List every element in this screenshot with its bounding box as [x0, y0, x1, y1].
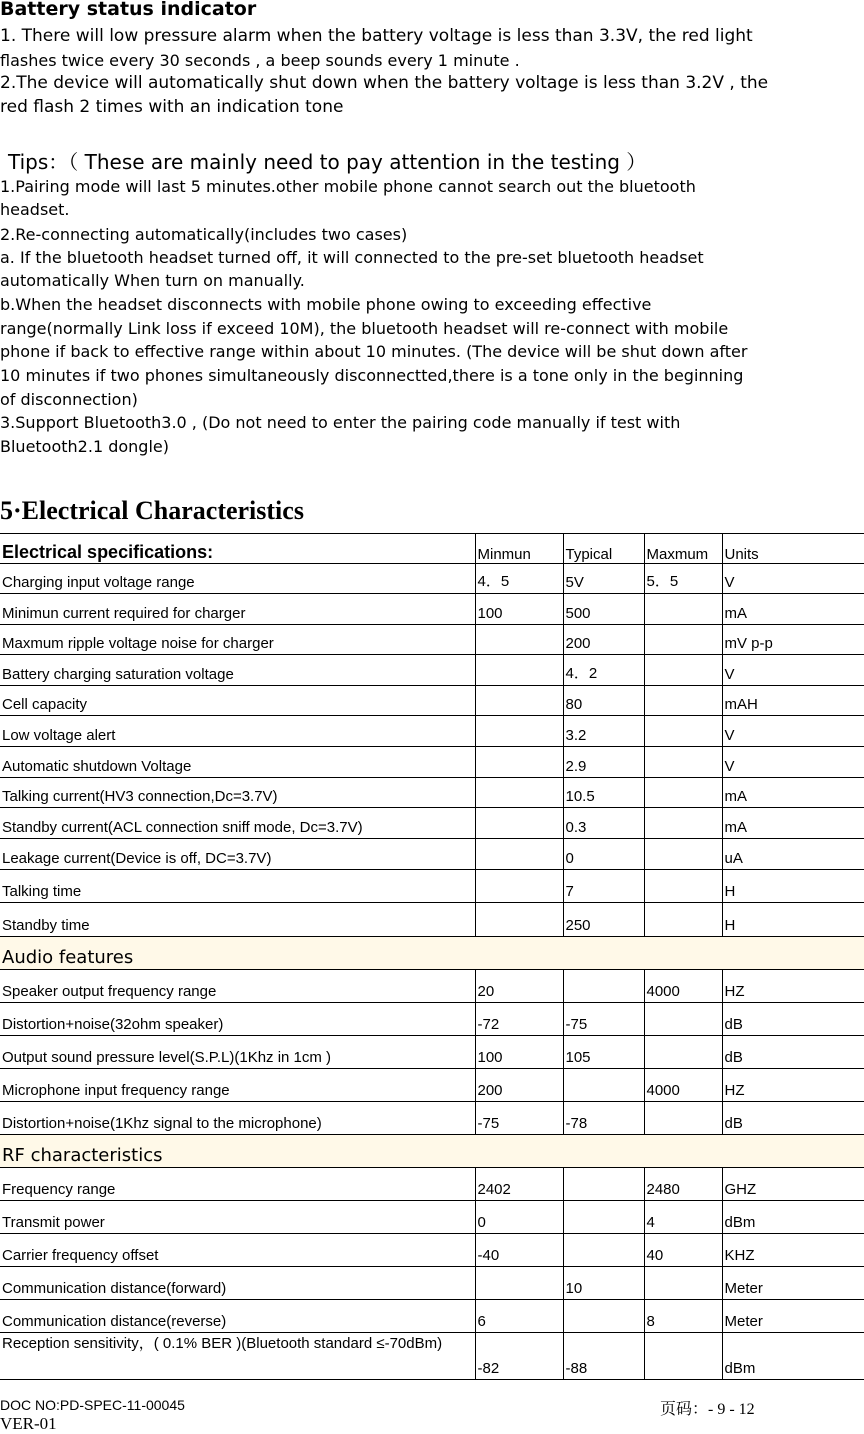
battery-line: 1. There will low pressure alarm when the battery voltage is less than 3.3V, the red light [0, 26, 753, 46]
table-row [0, 1234, 864, 1267]
parameter-cell: Talking current(HV3 connection,Dc=3.7V) [0, 778, 475, 808]
value-cell: 4．5 [475, 564, 563, 594]
value-cell: -40 [475, 1234, 563, 1267]
value-cell [475, 839, 563, 870]
value-cell: Meter [722, 1300, 864, 1333]
value-cell [475, 686, 563, 716]
parameter-cell: Low voltage alert [0, 716, 475, 747]
value-cell: 10 [563, 1267, 644, 1300]
value-cell: 100 [475, 1036, 563, 1069]
table-row [0, 1300, 864, 1333]
table-row [0, 778, 864, 808]
tips-line: range(normally Link loss if exceed 10M), the bluetooth headset will re-connect with mobile [0, 319, 729, 338]
value-cell [644, 870, 722, 903]
parameter-cell: Frequency range [0, 1168, 475, 1201]
value-cell [475, 903, 563, 937]
value-cell: 40 [644, 1234, 722, 1267]
parameter-cell: Distortion+noise(32ohm speaker) [0, 1003, 475, 1036]
value-cell: Typical [563, 534, 644, 564]
table-row [0, 1267, 864, 1300]
parameter-cell: Communication distance(reverse) [0, 1300, 475, 1333]
table-row [0, 534, 864, 564]
tips-line: a. If the bluetooth headset turned off, it will connected to the pre-set bluetooth headset [0, 248, 704, 267]
parameter-cell: Communication distance(forward) [0, 1267, 475, 1300]
value-cell: KHZ [722, 1234, 864, 1267]
value-cell: 250 [563, 903, 644, 937]
value-cell: Meter [722, 1267, 864, 1300]
value-cell: mV p-p [722, 625, 864, 655]
value-cell: dB [722, 1003, 864, 1036]
value-cell: Units [722, 534, 864, 564]
tips-title: Tips：（ These are mainly need to pay attention in the testing ） [8, 150, 647, 174]
value-cell: 200 [563, 625, 644, 655]
value-cell: H [722, 903, 864, 937]
value-cell [644, 1003, 722, 1036]
table-row [0, 716, 864, 747]
value-cell [563, 1201, 644, 1234]
parameter-cell: Standby current(ACL connection sniff mode, Dc=3.7V) [0, 808, 475, 839]
value-cell [563, 970, 644, 1003]
value-cell [475, 870, 563, 903]
value-cell: 80 [563, 686, 644, 716]
value-cell: -72 [475, 1003, 563, 1036]
value-cell: H [722, 870, 864, 903]
value-cell: Maxmum [644, 534, 722, 564]
value-cell: V [722, 716, 864, 747]
value-cell [563, 1234, 644, 1267]
value-cell: 2.9 [563, 747, 644, 778]
value-cell: 105 [563, 1036, 644, 1069]
table-row [0, 655, 864, 686]
value-cell: -75 [475, 1102, 563, 1135]
table-row [0, 1102, 864, 1135]
value-cell: 6 [475, 1300, 563, 1333]
table-row [0, 970, 864, 1003]
value-cell [563, 1300, 644, 1333]
table-row [0, 808, 864, 839]
battery-section-title: Battery status indicator [0, 0, 257, 20]
tips-line: headset. [0, 200, 70, 219]
value-cell [644, 747, 722, 778]
value-cell [644, 778, 722, 808]
value-cell: 0 [563, 839, 644, 870]
value-cell: dB [722, 1036, 864, 1069]
table-row [0, 686, 864, 716]
section-title: Audio features [0, 937, 864, 970]
parameter-cell: Maxmum ripple voltage noise for charger [0, 625, 475, 655]
value-cell: 4000 [644, 1069, 722, 1102]
page-number: 页码：- 9 - 12 [660, 1401, 755, 1418]
value-cell: 5V [563, 564, 644, 594]
table-row [0, 747, 864, 778]
value-cell [644, 625, 722, 655]
value-cell: 2402 [475, 1168, 563, 1201]
value-cell: mA [722, 594, 864, 625]
value-cell: -75 [563, 1003, 644, 1036]
value-cell: -82 [475, 1333, 563, 1380]
version: VER-01 [0, 1414, 57, 1433]
value-cell: 3.2 [563, 716, 644, 747]
value-cell: mA [722, 808, 864, 839]
value-cell: -78 [563, 1102, 644, 1135]
value-cell [644, 1102, 722, 1135]
parameter-cell: Carrier frequency offset [0, 1234, 475, 1267]
value-cell: 8 [644, 1300, 722, 1333]
value-cell: HZ [722, 970, 864, 1003]
value-cell [475, 655, 563, 686]
parameter-cell: Cell capacity [0, 686, 475, 716]
tips-line: Bluetooth2.1 dongle) [0, 437, 169, 456]
value-cell [644, 1036, 722, 1069]
parameter-cell: Output sound pressure level(S.P.L)(1Khz in 1cm ) [0, 1036, 475, 1069]
value-cell: Minmun [475, 534, 563, 564]
table-row [0, 1069, 864, 1102]
section-row [0, 937, 864, 970]
parameter-cell: Charging input voltage range [0, 564, 475, 594]
value-cell: V [722, 564, 864, 594]
value-cell [644, 686, 722, 716]
value-cell [644, 594, 722, 625]
table-row [0, 594, 864, 625]
parameter-cell: Talking time [0, 870, 475, 903]
parameter-cell: Battery charging saturation voltage [0, 655, 475, 686]
value-cell: 500 [563, 594, 644, 625]
value-cell [475, 778, 563, 808]
value-cell: HZ [722, 1069, 864, 1102]
table-row [0, 1168, 864, 1201]
parameter-cell: Speaker output frequency range [0, 970, 475, 1003]
section-title: RF characteristics [0, 1135, 864, 1168]
tips-line: of disconnection) [0, 390, 138, 409]
parameter-cell: Transmit power [0, 1201, 475, 1234]
value-cell: 7 [563, 870, 644, 903]
value-cell: 200 [475, 1069, 563, 1102]
tips-line: 1.Pairing mode will last 5 minutes.other mobile phone cannot search out the bluetooth [0, 177, 696, 196]
value-cell: 20 [475, 970, 563, 1003]
table-row [0, 625, 864, 655]
tips-line: phone if back to effective range within about 10 minutes. (The device will be shut down after [0, 342, 748, 361]
value-cell: 100 [475, 594, 563, 625]
value-cell: 5．5 [644, 564, 722, 594]
tips-line: automatically When turn on manually. [0, 271, 305, 290]
value-cell: mAH [722, 686, 864, 716]
battery-line: 2.The device will automatically shut down when the battery voltage is less than 3.2V , the [0, 73, 769, 93]
tips-line: 2.Re-connecting automatically(includes two cases) [0, 225, 408, 244]
value-cell: GHZ [722, 1168, 864, 1201]
table-row [0, 1201, 864, 1234]
parameter-cell: Reception sensitivity，( 0.1% BER )(Bluetooth standard ≤-70dBm) [0, 1333, 475, 1380]
value-cell: 0 [475, 1201, 563, 1234]
value-cell [644, 655, 722, 686]
parameter-cell: Electrical specifications: [0, 534, 475, 564]
value-cell: dBm [722, 1201, 864, 1234]
value-cell: -88 [563, 1333, 644, 1380]
value-cell: 10.5 [563, 778, 644, 808]
table-row [0, 1333, 864, 1380]
parameter-cell: Leakage current(Device is off, DC=3.7V) [0, 839, 475, 870]
table-row [0, 903, 864, 937]
value-cell: uA [722, 839, 864, 870]
value-cell [475, 747, 563, 778]
value-cell: 4．2 [563, 655, 644, 686]
parameter-cell: Distortion+noise(1Khz signal to the microphone) [0, 1102, 475, 1135]
tips-line: b.When the headset disconnects with mobile phone owing to exceeding effective [0, 295, 652, 314]
value-cell [475, 808, 563, 839]
table-row [0, 1003, 864, 1036]
parameter-cell: Microphone input frequency range [0, 1069, 475, 1102]
value-cell: 4 [644, 1201, 722, 1234]
value-cell: 0.3 [563, 808, 644, 839]
table-row [0, 1036, 864, 1069]
section-heading: 5·Electrical Characteristics [0, 496, 304, 525]
electrical-spec-table [0, 533, 864, 1380]
value-cell [644, 1333, 722, 1380]
battery-line: red flash 2 times with an indication tone [0, 97, 344, 117]
value-cell: V [722, 747, 864, 778]
table-row [0, 839, 864, 870]
doc-number: DOC NO:PD-SPEC-11-00045 [0, 1397, 185, 1413]
tips-line: 3.Support Bluetooth3.0 , (Do not need to enter the pairing code manually if test with [0, 413, 681, 432]
table-row [0, 564, 864, 594]
value-cell [644, 903, 722, 937]
value-cell [563, 1069, 644, 1102]
parameter-cell: Standby time [0, 903, 475, 937]
value-cell: V [722, 655, 864, 686]
section-row [0, 1135, 864, 1168]
value-cell [475, 1267, 563, 1300]
value-cell [475, 625, 563, 655]
value-cell [475, 716, 563, 747]
tips-line: 10 minutes if two phones simultaneously disconnectted,there is a tone only in the beginning [0, 366, 744, 385]
value-cell: mA [722, 778, 864, 808]
value-cell [644, 839, 722, 870]
value-cell [563, 1168, 644, 1201]
battery-line: flashes twice every 30 seconds , a beep sounds every 1 minute . [0, 51, 520, 70]
parameter-cell: Automatic shutdown Voltage [0, 747, 475, 778]
parameter-cell: Minimun current required for charger [0, 594, 475, 625]
value-cell [644, 1267, 722, 1300]
value-cell: dB [722, 1102, 864, 1135]
value-cell: 4000 [644, 970, 722, 1003]
value-cell: dBm [722, 1333, 864, 1380]
table-row [0, 870, 864, 903]
value-cell [644, 716, 722, 747]
value-cell [644, 808, 722, 839]
value-cell: 2480 [644, 1168, 722, 1201]
